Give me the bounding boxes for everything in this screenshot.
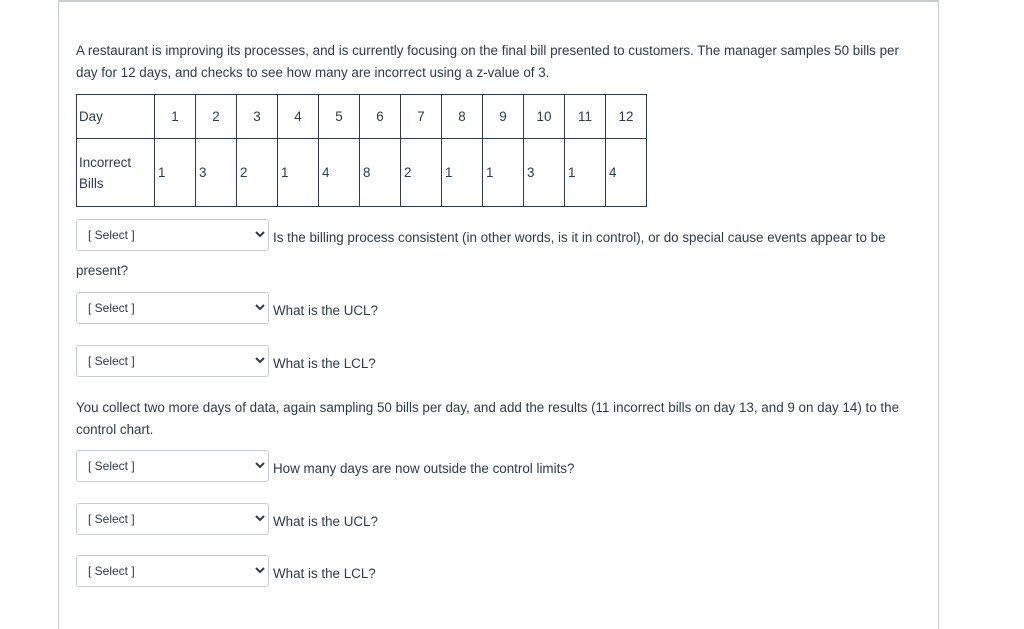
question-lcl-new: What is the LCL?	[273, 566, 376, 581]
question-ucl-new: What is the UCL?	[273, 514, 378, 529]
day-cell: 7	[401, 95, 442, 139]
day-cell: 11	[565, 95, 606, 139]
value-cell: 1	[278, 139, 319, 207]
chevron-down-icon	[254, 301, 266, 313]
select-ucl[interactable]	[76, 292, 269, 324]
value-cell: 4	[606, 139, 647, 207]
chevron-down-icon	[254, 564, 266, 576]
table-row-incorrect	[77, 139, 647, 207]
select-placeholder: [ Select ]	[88, 564, 135, 578]
chevron-down-icon	[254, 512, 266, 524]
chevron-down-icon	[254, 228, 266, 240]
value-cell: 2	[401, 139, 442, 207]
question-intro: A restaurant is improving its processes, and is currently focusing on the final bill presented to customers. The manager samples 50 bills per day for 12 days, and checks to see how many are incorrect using a z-value of 3.	[76, 43, 899, 80]
question-in-control: Is the billing process consistent (in other words, is it in control), or do special cause events appear to be	[273, 230, 886, 245]
value-cell: 3	[196, 139, 237, 207]
select-placeholder: [ Select ]	[88, 459, 135, 473]
day-cell: 6	[360, 95, 401, 139]
select-lcl[interactable]	[76, 345, 269, 377]
value-cell: 1	[483, 139, 524, 207]
question-days-outside: How many days are now outside the control limits?	[273, 461, 575, 476]
value-cell: 1	[442, 139, 483, 207]
select-in-control[interactable]	[76, 219, 269, 251]
select-placeholder: [ Select ]	[88, 512, 135, 526]
day-cell: 4	[278, 95, 319, 139]
table-row-day	[77, 95, 647, 139]
value-cell: 4	[319, 139, 360, 207]
day-cell: 2	[196, 95, 237, 139]
day-cell: 9	[483, 95, 524, 139]
select-placeholder: [ Select ]	[88, 228, 135, 242]
data-table	[76, 94, 647, 207]
row-header-incorrect: Incorrect Bills	[77, 139, 155, 207]
value-cell: 1	[565, 139, 606, 207]
question-followup: You collect two more days of data, again sampling 50 bills per day, and add the results (11 incorrect bills on day 13, and 9 on day 14) to the control chart.	[76, 400, 900, 437]
question-ucl: What is the UCL?	[273, 303, 378, 318]
day-cell: 10	[524, 95, 565, 139]
day-cell: 1	[155, 95, 196, 139]
day-cell: 3	[237, 95, 278, 139]
value-cell: 8	[360, 139, 401, 207]
value-cell: 2	[237, 139, 278, 207]
select-lcl-new[interactable]	[76, 555, 269, 587]
day-cell: 8	[442, 95, 483, 139]
day-cell: 5	[319, 95, 360, 139]
day-cell: 12	[606, 95, 647, 139]
value-cell: 3	[524, 139, 565, 207]
chevron-down-icon	[254, 459, 266, 471]
row-header-day: Day	[77, 95, 155, 139]
select-placeholder: [ Select ]	[88, 301, 135, 315]
chevron-down-icon	[254, 354, 266, 366]
value-cell: 1	[155, 139, 196, 207]
question-lcl: What is the LCL?	[273, 356, 376, 371]
question-in-control-cont: present?	[76, 263, 129, 278]
select-ucl-new[interactable]	[76, 503, 269, 535]
select-days-outside[interactable]	[76, 450, 269, 482]
select-placeholder: [ Select ]	[88, 354, 135, 368]
